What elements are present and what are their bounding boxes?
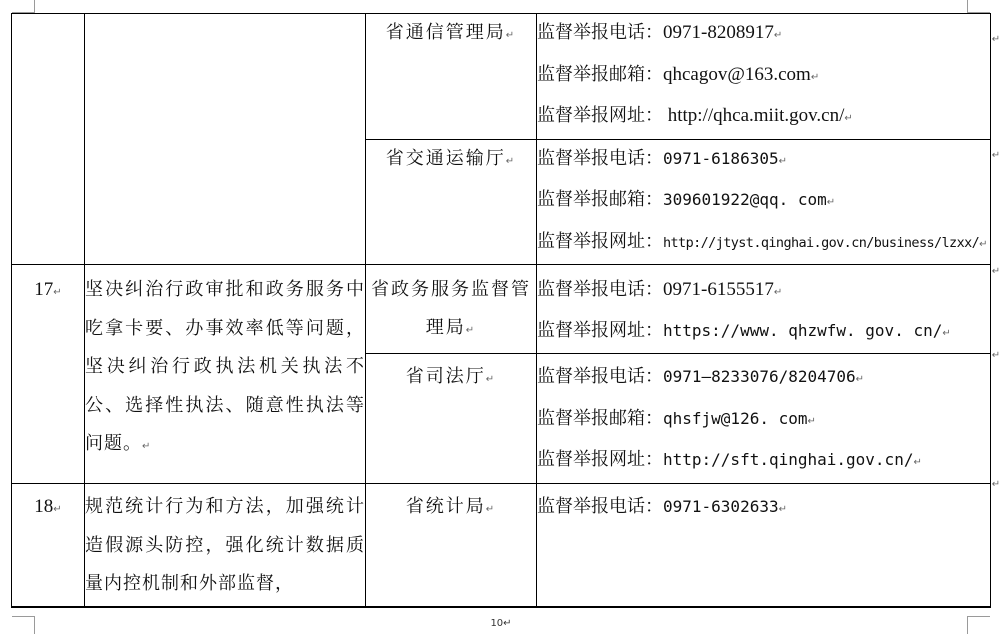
contact-cell (537, 265, 991, 354)
row-end-mark: ↵ (991, 479, 1001, 490)
contact-phone: 监督举报电话：0971—8233076/8204706↵ (537, 366, 865, 387)
row-end-mark: ↵ (991, 150, 1001, 161)
contact-website: 监督举报网址： http://qhca.miit.gov.cn/↵ (537, 105, 853, 126)
contact-website: 监督举报网址：http://sft.qinghai.gov.cn/↵ (537, 449, 922, 470)
crop-mark-top-right (967, 0, 990, 13)
table-row (12, 265, 991, 354)
row-number-cell (12, 14, 85, 265)
issue-cell: 坚决纠治行政审批和政务服务中吃拿卡要、办事效率低等问题，坚决纠治行政执法机关执法不公、选择性执法、随意性执法等问题。↵ (85, 265, 366, 484)
contact-email: 监督举报邮箱：qhsfjw@126. com↵ (537, 407, 816, 429)
contact-phone: 监督举报电话：0971-6186305↵ (537, 147, 787, 169)
contact-website: 监督举报网址：https://www. qhzwfw. gov. cn/↵ (537, 320, 951, 341)
contact-website: 监督举报网址：http://jtyst.qinghai.gov.cn/business/lzxx/↵ (537, 230, 988, 252)
issue-cell: 规范统计行为和方法，加强统计造假源头防控，强化统计数据质量内控机制和外部监督， (85, 484, 366, 607)
department-cell: 省政务服务监督管理局↵ (366, 265, 537, 354)
table-row (12, 14, 991, 140)
contact-cell (537, 139, 991, 265)
contact-email: 监督举报邮箱：309601922@qq. com↵ (537, 189, 836, 210)
department-cell: 省交通运输厅↵ (366, 139, 537, 265)
row-number-cell: 18↵ (12, 484, 85, 607)
row-number-cell: 17↵ (12, 265, 85, 484)
supervision-contact-table (11, 13, 991, 608)
table-row (12, 484, 991, 607)
department-cell: 省通信管理局↵ (366, 14, 537, 140)
contact-phone: 监督举报电话：0971-6302633↵ (537, 496, 787, 517)
row-end-mark: ↵ (991, 350, 1001, 361)
contact-phone: 监督举报电话：0971-6155517↵ (537, 279, 783, 300)
page-number: 10↵ (490, 618, 512, 629)
department-cell: 省统计局↵ (366, 484, 537, 607)
crop-mark-top-left (12, 0, 35, 13)
contact-cell (537, 484, 991, 607)
department-cell: 省司法厅↵ (366, 354, 537, 484)
contact-cell (537, 14, 991, 140)
row-end-mark: ↵ (991, 266, 1001, 277)
contact-cell (537, 354, 991, 484)
row-end-mark: ↵ (991, 34, 1001, 45)
issue-cell (85, 14, 366, 265)
contact-phone: 监督举报电话：0971-8208917↵ (537, 22, 783, 43)
contact-email: 监督举报邮箱：qhcagov@163.com↵ (537, 63, 820, 85)
